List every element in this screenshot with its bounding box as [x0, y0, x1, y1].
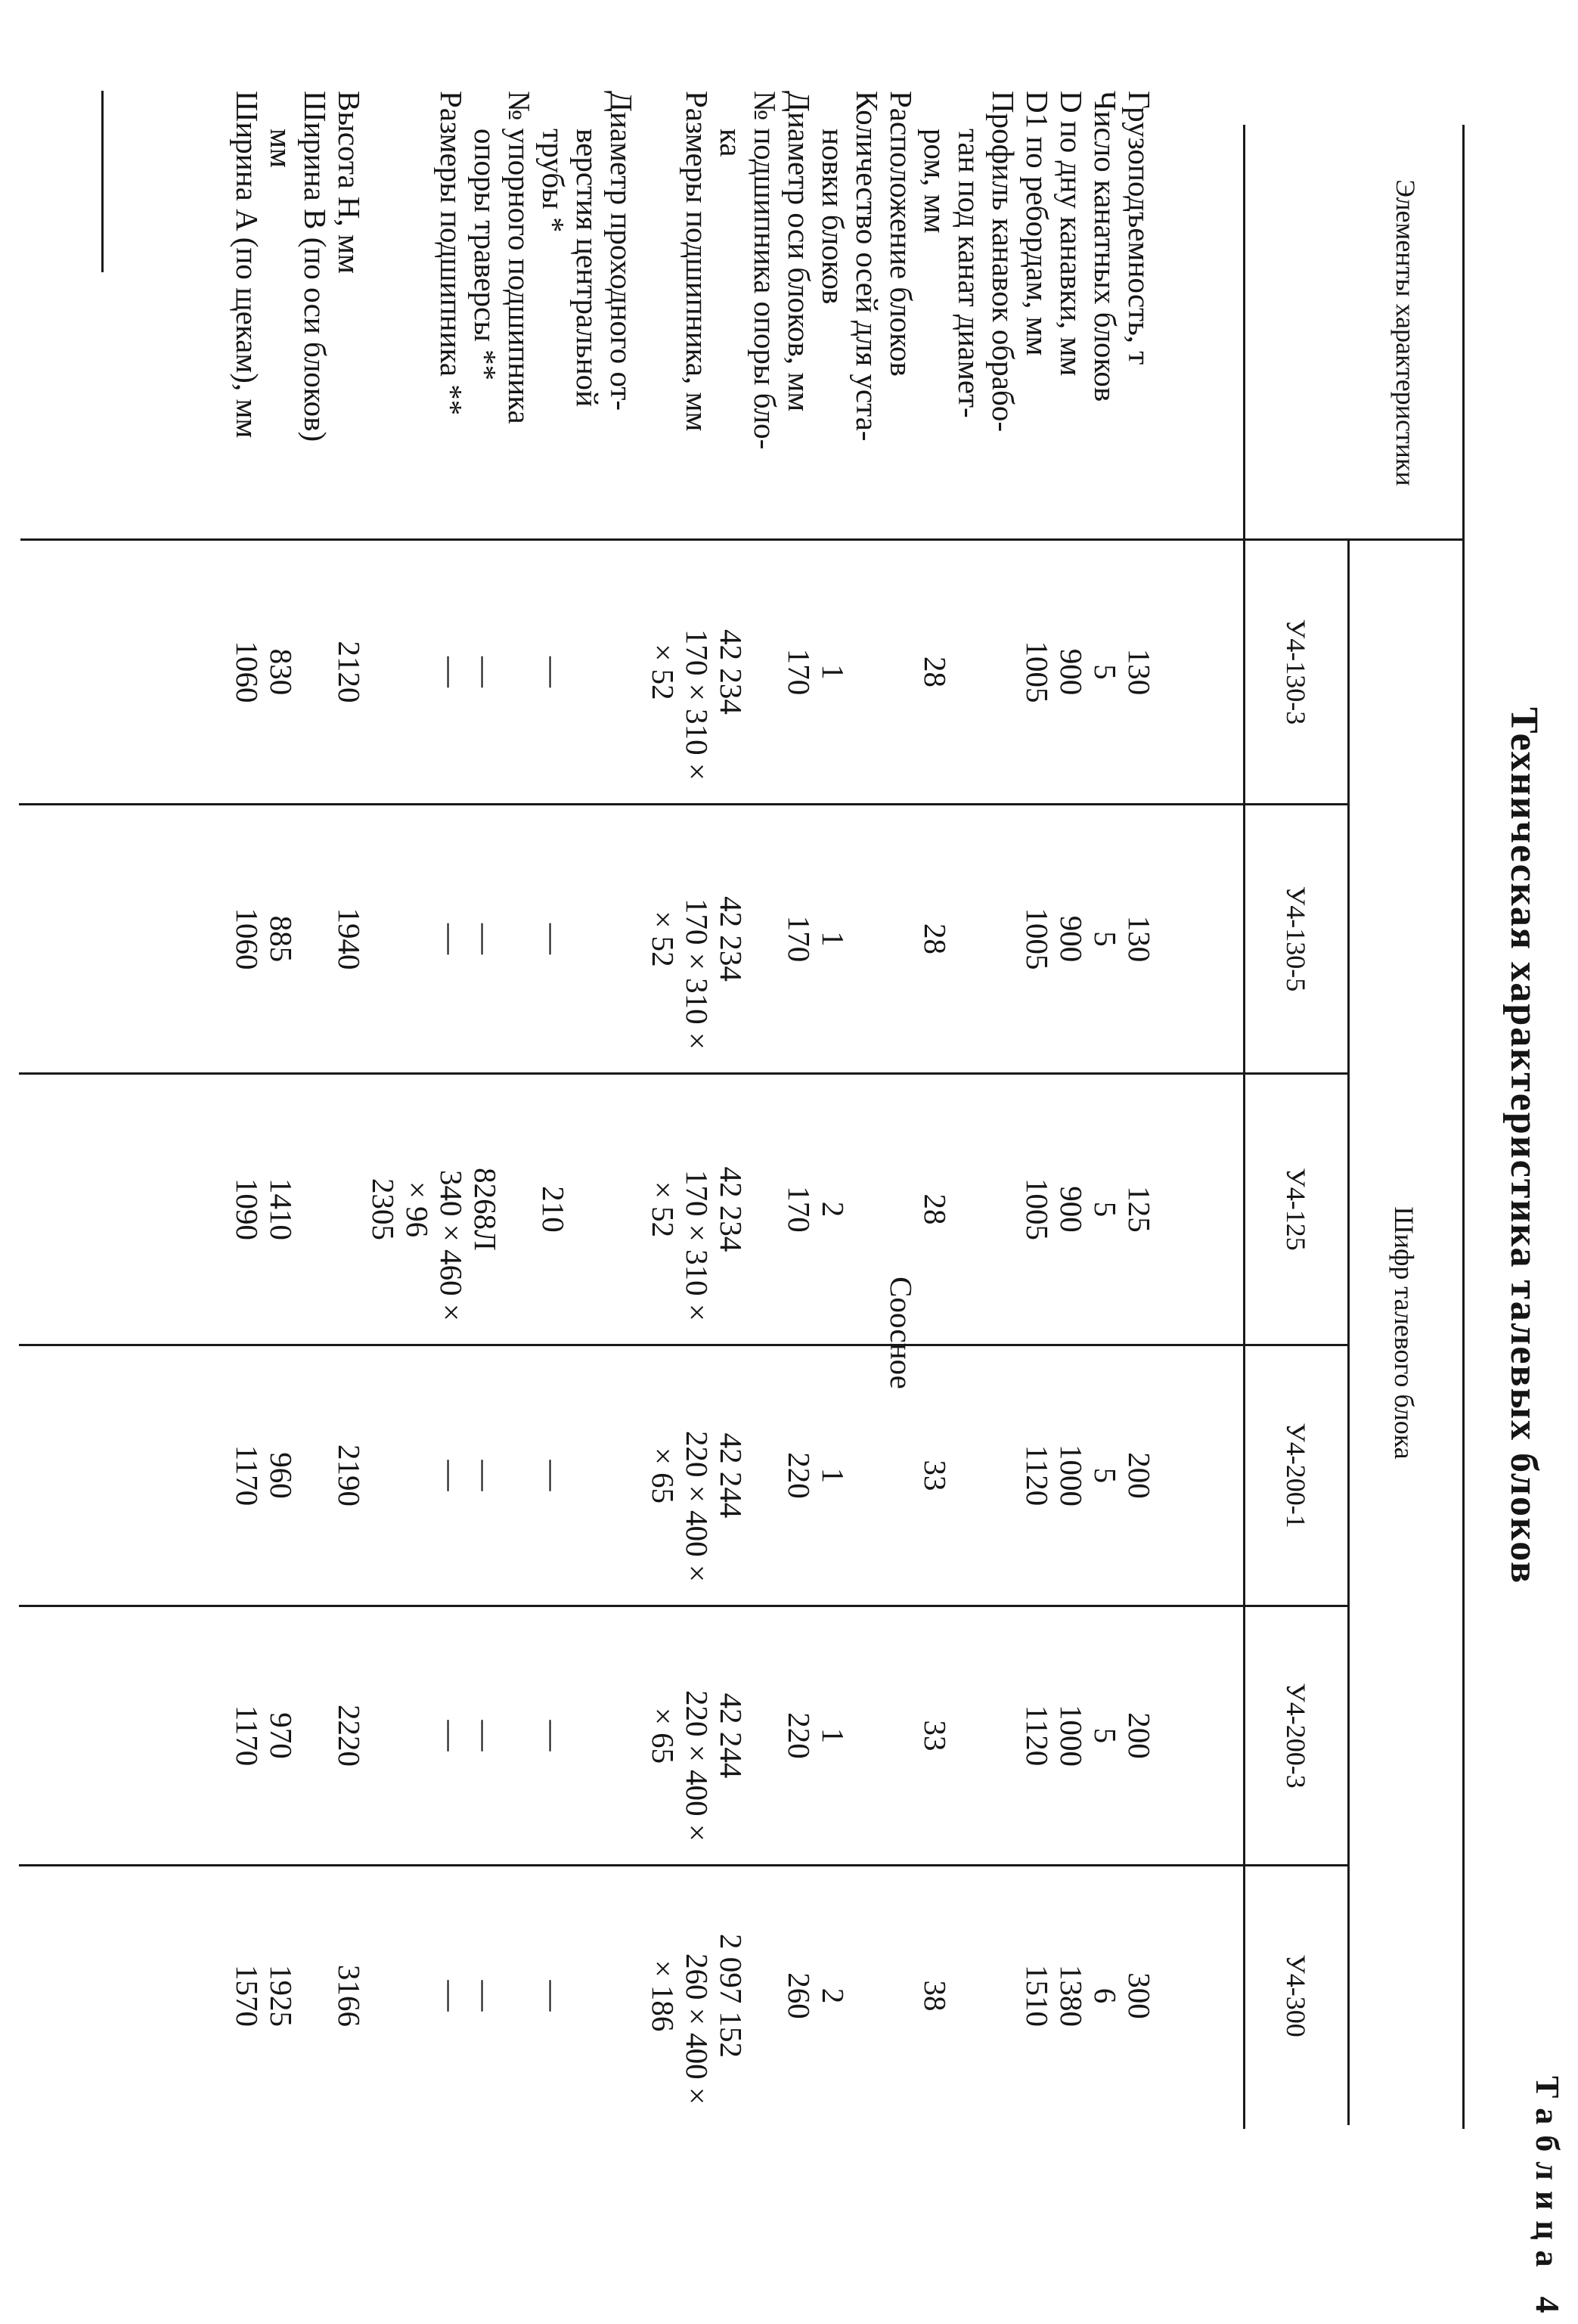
- table-cell: 1090: [230, 1178, 265, 1240]
- table-cell: × 52: [646, 911, 680, 967]
- table-cell: × 52: [646, 1181, 680, 1238]
- table-cell: 170 × 310 ×: [680, 898, 715, 1050]
- row-label: Ширина B (по оси блоков): [298, 91, 333, 442]
- table-cell: × 65: [646, 1447, 680, 1504]
- row-label: Количество осей для уста-: [850, 91, 885, 442]
- table-cell: 1940: [332, 908, 367, 970]
- table-cell: —: [536, 1460, 571, 1491]
- table-cell: 33: [918, 1460, 953, 1491]
- table-cell: 1925: [264, 1965, 299, 2027]
- table-cell: 130: [1122, 648, 1157, 696]
- table-cell: 28: [918, 656, 953, 687]
- table-cell: —: [434, 1720, 469, 1752]
- table-cell: —: [468, 923, 503, 954]
- table-cell: 260 × 400 ×: [680, 1953, 715, 2105]
- table-cell: 42 244: [714, 1693, 749, 1779]
- column-header: У4-200-3: [1281, 1683, 1312, 1789]
- row-label: Профиль канавок обрабо-: [986, 91, 1021, 432]
- table-cell: 170 × 310 ×: [680, 1170, 715, 1321]
- table-cell: 220 × 400 ×: [680, 1431, 715, 1582]
- table-cell: 1: [816, 1727, 851, 1744]
- table-cell: 1060: [230, 908, 265, 970]
- row-label: Число канатных блоков: [1088, 91, 1123, 402]
- row-label: № подшипника опоры бло-: [748, 91, 783, 450]
- table-cell: —: [468, 1980, 503, 2012]
- row-label: Грузоподъемность, т: [1122, 91, 1157, 365]
- table-cell: 200: [1122, 1452, 1157, 1499]
- row-label: трубы *: [536, 129, 571, 233]
- table-cell: 900: [1054, 648, 1089, 696]
- table-cell: 6: [1088, 1987, 1123, 2004]
- table-cell: 830: [264, 648, 299, 696]
- table-cell: —: [536, 923, 571, 954]
- row-label: ка: [714, 129, 749, 157]
- row-label: D1 по ребордам, мм: [1020, 91, 1055, 356]
- table-cell: 2190: [332, 1444, 367, 1506]
- column-header: У4-300: [1281, 1954, 1312, 2037]
- table-cell: —: [434, 923, 469, 954]
- table-cell: 5: [1088, 1727, 1123, 1744]
- spanning-cell: Соосное: [884, 1277, 919, 1389]
- table-cell: —: [434, 656, 469, 687]
- table-cell: —: [536, 1980, 571, 2012]
- table-cell: 1120: [1020, 1705, 1055, 1767]
- table-cell: 1000: [1054, 1444, 1089, 1506]
- table-cell: 1: [816, 1467, 851, 1484]
- table-cell: 5: [1088, 664, 1123, 680]
- row-label: Расположение блоков: [884, 91, 919, 377]
- row-label: ром, мм: [918, 129, 953, 234]
- table-cell: 960: [264, 1452, 299, 1499]
- row-label: Диаметр проходного от-: [604, 91, 639, 411]
- table-cell: 900: [1054, 915, 1089, 963]
- group-header: Шифр талевого блока: [1389, 1206, 1419, 1460]
- table-cell: 2120: [332, 641, 367, 703]
- table-cell: 5: [1088, 1467, 1123, 1484]
- table-cell: 220 × 400 ×: [680, 1690, 715, 1842]
- row-label: мм: [264, 129, 299, 168]
- column-header: У4-125: [1281, 1168, 1312, 1251]
- row-label: Высота H, мм: [332, 91, 367, 274]
- table-cell: 1005: [1020, 1178, 1055, 1240]
- first-column-header: Элементы характеристики: [1390, 179, 1421, 486]
- table-top-rule: [1462, 125, 1465, 2129]
- row-label: опоры траверсы **: [468, 129, 503, 381]
- table-cell: 1170: [230, 1705, 265, 1767]
- table-cell: × 96: [400, 1181, 435, 1238]
- table-cell: 38: [918, 1980, 953, 2012]
- table-cell: 1060: [230, 641, 265, 703]
- column-header: У4-130-5: [1281, 886, 1312, 992]
- table-cell: 3166: [332, 1965, 367, 2027]
- table-cell: 1000: [1054, 1705, 1089, 1767]
- table-cell: 42 234: [714, 1166, 749, 1252]
- table-cell: —: [434, 1980, 469, 2012]
- table-cell: 1005: [1020, 908, 1055, 970]
- row-label: Размеры подшипника **: [434, 91, 469, 416]
- row-label: D по дну канавки, мм: [1054, 91, 1089, 377]
- table-cell: 1410: [264, 1178, 299, 1240]
- table-cell: 220: [782, 1712, 817, 1759]
- table-cell: 885: [264, 915, 299, 963]
- table-cell: 1380: [1054, 1965, 1089, 2027]
- table-cell: 1570: [230, 1965, 265, 2027]
- table-cell: 5: [1088, 931, 1123, 947]
- row-label: верстия центральной: [570, 129, 605, 408]
- table-cell: 2220: [332, 1705, 367, 1767]
- table-cell: 1170: [230, 1444, 265, 1506]
- table-cell: 8268Л: [468, 1168, 503, 1251]
- table-cell: 28: [918, 1193, 953, 1225]
- table-cell: 200: [1122, 1712, 1157, 1759]
- row-label: Диаметр оси блоков, мм: [782, 91, 817, 412]
- table-cell: —: [536, 1720, 571, 1752]
- table-cell: —: [434, 1460, 469, 1491]
- table-cell: —: [536, 656, 571, 687]
- table-cell: 5: [1088, 1201, 1123, 1218]
- table-title: Техническая характеристика талевых блоков: [1502, 706, 1545, 1585]
- footnote-rule: [101, 91, 104, 272]
- table-cell: 28: [918, 923, 953, 954]
- table-cell: 1120: [1020, 1444, 1055, 1506]
- table-cell: 170 × 310 ×: [680, 629, 715, 780]
- table-cell: 1005: [1020, 641, 1055, 703]
- table-cell: 300: [1122, 1972, 1157, 2019]
- table-cell: —: [468, 656, 503, 687]
- table-cell: 1: [816, 664, 851, 680]
- table-cell: × 52: [646, 644, 680, 700]
- table-cell: —: [468, 1460, 503, 1491]
- column-header: У4-200-1: [1281, 1423, 1312, 1528]
- table-cell: 2305: [366, 1178, 401, 1240]
- table-number-label: Таблица 4: [1529, 2076, 1566, 2324]
- table-cell: 170: [782, 915, 817, 963]
- row-label: тан под канат диамет-: [952, 129, 987, 418]
- table-cell: 2 097 152: [714, 1934, 749, 2058]
- table-cell: 125: [1122, 1186, 1157, 1233]
- table-cell: × 65: [646, 1707, 680, 1764]
- table-cell: 260: [782, 1972, 817, 2019]
- table-cell: 1510: [1020, 1965, 1055, 2027]
- table-cell: 42 244: [714, 1432, 749, 1519]
- table-cell: 130: [1122, 915, 1157, 963]
- table-cell: 210: [536, 1186, 571, 1233]
- column-header: У4-130-3: [1281, 619, 1312, 725]
- table-cell: 970: [264, 1712, 299, 1759]
- table-cell: 1: [816, 931, 851, 947]
- row-label: новки блоков: [816, 129, 851, 305]
- table-cell: 42 234: [714, 629, 749, 715]
- table-cell: 900: [1054, 1186, 1089, 1233]
- table-cell: 170: [782, 1186, 817, 1233]
- row-label: № упорного подшипника: [502, 91, 537, 424]
- row-label: Размеры подшипника, мм: [680, 91, 715, 432]
- table-cell: 2: [816, 1987, 851, 2004]
- table-cell: × 186: [646, 1959, 680, 2032]
- table-cell: 340 × 460 ×: [434, 1170, 469, 1321]
- row-label: Ширина A (по щекам), мм: [230, 91, 265, 439]
- table-cell: —: [468, 1720, 503, 1752]
- table-cell: 220: [782, 1452, 817, 1499]
- table-cell: 33: [918, 1720, 953, 1752]
- table-cell: 2: [816, 1201, 851, 1218]
- table-cell: 170: [782, 648, 817, 696]
- table-cell: 42 234: [714, 896, 749, 982]
